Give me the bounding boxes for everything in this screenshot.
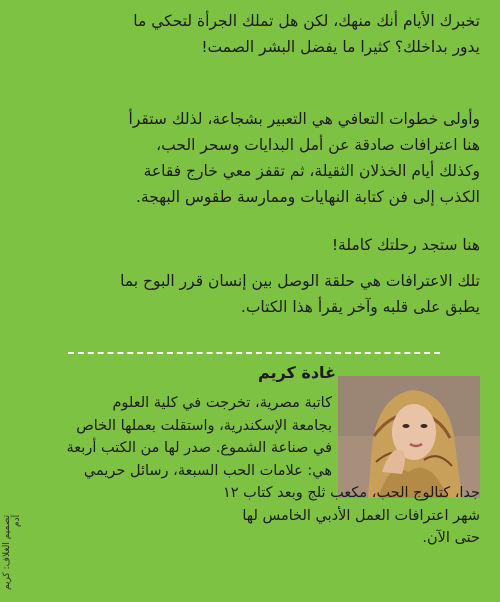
text-line: وكذلك أيام الخذلان الثقيلة، ثم تقفز معي خارج فقاعة: [143, 162, 480, 180]
text-line: هنا ستجد رحلتك كاملة!: [331, 236, 480, 254]
tagline: [18, 232, 480, 258]
bio-line: بجامعة الإسكندرية، واستقلت بعملها الخاص: [76, 417, 332, 434]
author-portrait-image: [338, 376, 480, 498]
text-line: وأولى خطوات التعافي هي التعبير بشجاعة، لذلك ستقرأ: [128, 110, 480, 128]
author-bio: [30, 392, 480, 550]
bio-line: شهر اعترافات العمل الأدبي الخامس لها: [242, 507, 480, 524]
text-line: تخبرك الأيام أنك منهك، لكن هل تملك الجرأة لتحكي ما: [133, 12, 480, 30]
author-name: غادة كريم: [258, 363, 336, 382]
intro-paragraph: [18, 8, 480, 60]
text-line: يدور بداخلك؟ كثيرا ما يفضل البشر الصمت!: [201, 38, 480, 56]
bio-line: حتى الآن.: [422, 530, 480, 546]
text-line: تلك الاعترافات هي حلقة الوصل بين إنسان قرر البوح بما: [120, 272, 480, 290]
text-line: هنا اعترافات صادقة عن أمل البدايات وسحر الحب،: [156, 136, 480, 154]
cover-design-credit: تصميم الغلاف: كريم آدم: [2, 515, 22, 591]
dashed-divider: [68, 352, 440, 354]
body-paragraph: [18, 106, 480, 210]
bio-line: كاتبة مصرية، تخرجت في كلية العلوم: [112, 395, 332, 411]
author-photo: [338, 376, 480, 498]
bio-line: جدا، كتالوج الحب، مكعب ثلج وبعد كتاب ١٢: [222, 485, 480, 501]
closing-paragraph: [18, 268, 480, 320]
text-line: الكذب إلى فن كتابة النهايات وممارسة طقوس البهجة.: [135, 188, 480, 206]
bio-line: هي: علامات الحب السبعة، رسائل حريمي: [83, 462, 332, 479]
text-line: يطبق على قلبه وآخر يقرأ هذا الكتاب.: [240, 298, 480, 316]
bio-line: في صناعة الشموع. صدر لها من الكتب أربعة: [66, 440, 332, 456]
